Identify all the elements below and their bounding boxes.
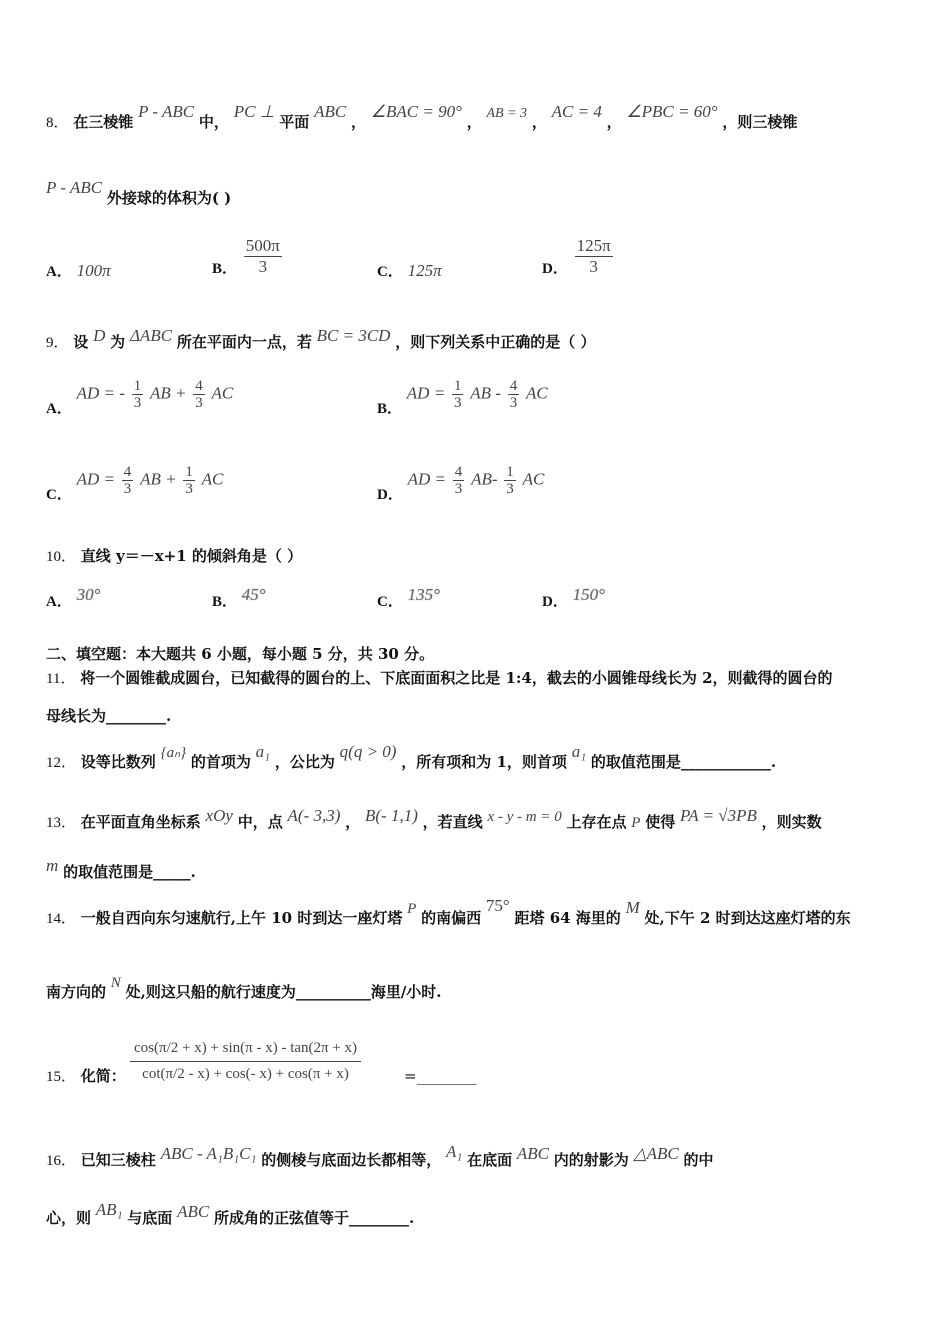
fraction: $\frac{125\pi}{3}$: [576, 236, 611, 276]
question-15-label: 15． 化简：: [46, 1067, 126, 1085]
question-8-line-1: 8． 在三棱锥 P - ABC 中， PC ⊥ 平面 ABC ， ∠BAC = 90° ， AB = 3 ， AC = 4 ， ∠PBC = 60° ，则三棱锥: [46, 102, 798, 131]
question-number: 9．: [46, 335, 69, 351]
question-8-line-2: P - ABC 外接球的体积为( ): [46, 178, 232, 207]
question-16-line-1: 16． 已知三棱柱 ABC - A₁B₁C₁ 的侧棱与底面边长都相等， A₁ 在底面 ABC 内的射影为 △ABC 的中: [46, 1142, 714, 1169]
q8-option-d[interactable]: D． $\frac{125\pi}{3}$: [542, 236, 611, 277]
question-11-line-1: 11． 将一个圆锥截成圆台，已知截得的圆台的上、下底面面积之比是 1:4，截去的小圆锥母线长为 2，则截得的圆台的: [46, 669, 833, 687]
question-number: 12．: [46, 755, 77, 771]
question-10-line: 10． 直线 y＝－x+1 的倾斜角是（ ）: [46, 547, 303, 565]
question-number: 11．: [46, 671, 76, 687]
question-number: 15．: [46, 1069, 77, 1085]
fraction: $\frac{4}{3}$: [195, 378, 203, 411]
question-13-line-1: 13． 在平面直角坐标系 xOy 中，点 A(- 3,3) ， B(- 1,1) ，若直线 x - y - m = 0 上存在点 P 使得 PA = √3PB ，则实数: [46, 806, 822, 831]
q10-option-a[interactable]: A． 30°: [46, 585, 101, 610]
question-11-line-2: 母线长为________.: [46, 707, 172, 725]
question-12-line: 12． 设等比数列 {aₙ} 的首项为 a₁ ，公比为 q(q > 0) ，所有项和为 1，则首项 a₁ 的取值范围是____________.: [46, 742, 777, 771]
q15-denominator: cot(π/2 - x) + cos(- x) + cos(π + x): [142, 1066, 349, 1082]
fraction: $\frac{1}{3}$: [506, 464, 514, 497]
q8-option-b[interactable]: B． $\frac{500\pi}{3}$: [212, 236, 280, 277]
q10-option-c[interactable]: C． 135°: [377, 585, 440, 610]
fraction: $\frac{4}{3}$: [123, 464, 132, 497]
question-number: 8．: [46, 115, 69, 131]
q15-answer-blank[interactable]: =________: [404, 1067, 477, 1085]
q10-option-d[interactable]: D． 150°: [542, 585, 605, 610]
question-14-line-1: 14． 一般自西向东匀速航行,上午 10 时到达一座灯塔 P 的南偏西 75° 距塔 64 海里的 M 处,下午 2 时到达这座灯塔的东: [46, 896, 851, 927]
q10-option-b[interactable]: B． 45°: [212, 585, 266, 610]
question-number: 10．: [46, 549, 77, 565]
q9-option-a[interactable]: A． AD = - $\frac{1}{3}$ AB + $\frac{4}{3}$ AC: [46, 378, 234, 417]
question-16-line-2: 心，则 AB₁ 与底面 ABC 所成角的正弦值等于________.: [46, 1200, 415, 1227]
fraction: $\frac{4}{3}$: [454, 464, 463, 497]
q9-option-c[interactable]: C． AD = $\frac{4}{3}$ AB + $\frac{1}{3}$ AC: [46, 464, 224, 503]
question-14-line-2: 南方向的 N 处,则这只船的航行速度为__________海里/小时.: [46, 975, 442, 1001]
fraction: $\frac{1}{3}$: [453, 378, 462, 411]
question-number: 14．: [46, 911, 77, 927]
fraction: $\frac{1}{3}$: [133, 378, 142, 411]
fraction: $\frac{500\pi}{3}$: [245, 236, 280, 276]
question-number: 13．: [46, 815, 77, 831]
fraction: $\frac{4}{3}$: [509, 378, 518, 411]
q15-numerator: cos(π/2 + x) + sin(π - x) - tan(2π + x): [130, 1040, 361, 1062]
q9-option-b[interactable]: B． AD = $\frac{1}{3}$ AB - $\frac{4}{3}$ AC: [377, 378, 548, 417]
question-13-line-2: m 的取值范围是_____.: [46, 856, 196, 881]
q15-fraction: [130, 1040, 361, 1083]
q8-option-a[interactable]: A． 100π: [46, 261, 111, 280]
section-heading: 二、填空题：本大题共 6 小题，每小题 5 分，共 30 分。: [46, 645, 435, 663]
question-number: 16．: [46, 1153, 77, 1169]
fraction: $\frac{1}{3}$: [185, 464, 193, 497]
q9-option-d[interactable]: D． AD = $\frac{4}{3}$ AB- $\frac{1}{3}$ AC: [377, 464, 545, 503]
question-9-line-1: 9． 设 D 为 ΔABC 所在平面内一点，若 BC = 3CD ，则下列关系中正确的是（ ）: [46, 326, 596, 351]
q8-option-c[interactable]: C． 125π: [377, 261, 442, 280]
